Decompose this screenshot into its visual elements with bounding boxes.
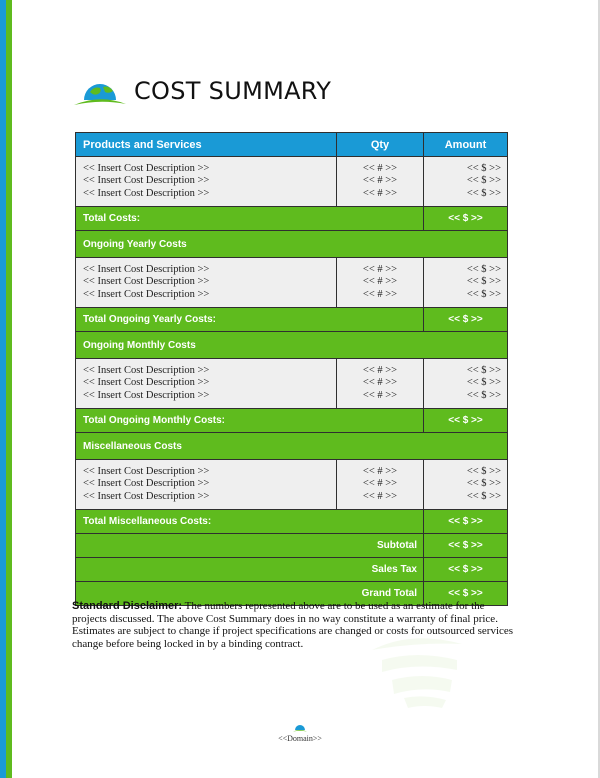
- total-misc-label: Total Miscellaneous Costs:: [76, 510, 424, 534]
- disclaimer-text: The numbers represented above are to be used as an estimate for the projects discussed. The above Cost Summary does in no way constitute a warranty of final price. Estimates are subject to change if project specifications are changed or costs for outsourced services change before being locked in by a binding contract.: [72, 600, 514, 650]
- total-monthly-label: Total Ongoing Monthly Costs:: [76, 409, 424, 433]
- subtotal-label: Subtotal: [76, 534, 424, 558]
- item-quantities: [337, 359, 424, 409]
- item-amount: << $ >>: [466, 187, 501, 199]
- item-amounts: [424, 157, 508, 207]
- header-qty: Qty: [337, 133, 424, 157]
- table-row: [76, 359, 508, 409]
- item-description: << Insert Cost Description >>: [83, 187, 210, 199]
- total-misc-row: [76, 510, 508, 534]
- item-qty: << # >>: [362, 187, 398, 199]
- sales-tax-label: Sales Tax: [76, 558, 424, 582]
- item-description: << Insert Cost Description >>: [83, 162, 210, 174]
- item-qty: << # >>: [362, 288, 398, 300]
- item-qty: << # >>: [362, 478, 398, 490]
- item-qty: << # >>: [362, 377, 398, 389]
- section-monthly-label: Ongoing Monthly Costs: [76, 332, 508, 359]
- item-description: << Insert Cost Description >>: [83, 389, 210, 401]
- subtotal-value: << $ >>: [424, 534, 508, 558]
- item-quantities: [337, 460, 424, 510]
- item-amount: << $ >>: [466, 389, 501, 401]
- footer-globe-icon: [293, 722, 307, 732]
- sales-tax-row: [76, 558, 508, 582]
- total-monthly-row: [76, 409, 508, 433]
- item-amount: << $ >>: [466, 478, 501, 490]
- page-header: [72, 74, 331, 108]
- item-description: << Insert Cost Description >>: [83, 276, 210, 288]
- table-row: [76, 258, 508, 308]
- total-yearly-value: << $ >>: [424, 308, 508, 332]
- item-description: << Insert Cost Description >>: [83, 465, 210, 477]
- item-qty: << # >>: [362, 364, 398, 376]
- total-yearly-row: [76, 308, 508, 332]
- item-quantities: [337, 157, 424, 207]
- table-row: [76, 157, 508, 207]
- section-monthly-row: [76, 332, 508, 359]
- table-row: [76, 460, 508, 510]
- item-amount: << $ >>: [466, 465, 501, 477]
- item-amounts: [424, 460, 508, 510]
- page-footer: [0, 722, 600, 743]
- item-description: << Insert Cost Description >>: [83, 263, 210, 275]
- section-yearly-label: Ongoing Yearly Costs: [76, 231, 508, 258]
- sales-tax-value: << $ >>: [424, 558, 508, 582]
- total-costs-label: Total Costs:: [76, 207, 424, 231]
- section-misc-row: [76, 433, 508, 460]
- item-description: << Insert Cost Description >>: [83, 490, 210, 502]
- item-description: << Insert Cost Description >>: [83, 288, 210, 300]
- item-descriptions: [76, 157, 337, 207]
- section-misc-label: Miscellaneous Costs: [76, 433, 508, 460]
- item-descriptions: [76, 460, 337, 510]
- cost-summary-table: [75, 132, 508, 606]
- item-description: << Insert Cost Description >>: [83, 175, 210, 187]
- item-qty: << # >>: [362, 175, 398, 187]
- item-amount: << $ >>: [466, 162, 501, 174]
- header-products: Products and Services: [76, 133, 337, 157]
- table-header-row: [76, 133, 508, 157]
- item-description: << Insert Cost Description >>: [83, 377, 210, 389]
- subtotal-row: [76, 534, 508, 558]
- disclaimer-label: Standard Disclaimer:: [72, 600, 183, 612]
- grand-total-label: Grand Total: [76, 582, 424, 606]
- globe-logo-icon: [72, 74, 128, 108]
- item-amount: << $ >>: [466, 263, 501, 275]
- standard-disclaimer: [72, 600, 522, 650]
- item-amounts: [424, 258, 508, 308]
- item-description: << Insert Cost Description >>: [83, 364, 210, 376]
- item-qty: << # >>: [362, 389, 398, 401]
- item-descriptions: [76, 359, 337, 409]
- item-qty: << # >>: [362, 276, 398, 288]
- item-amount: << $ >>: [466, 377, 501, 389]
- item-amounts: [424, 359, 508, 409]
- left-accent-bar-green: [6, 0, 12, 778]
- item-amount: << $ >>: [466, 490, 501, 502]
- item-qty: << # >>: [362, 465, 398, 477]
- item-qty: << # >>: [362, 490, 398, 502]
- section-yearly-row: [76, 231, 508, 258]
- header-amount: Amount: [424, 133, 508, 157]
- item-descriptions: [76, 258, 337, 308]
- item-quantities: [337, 258, 424, 308]
- page-title: COST SUMMARY: [134, 77, 332, 105]
- item-amount: << $ >>: [466, 276, 501, 288]
- item-amount: << $ >>: [466, 364, 501, 376]
- total-monthly-value: << $ >>: [424, 409, 508, 433]
- total-costs-row: [76, 207, 508, 231]
- total-costs-value: << $ >>: [424, 207, 508, 231]
- grand-total-value: << $ >>: [424, 582, 508, 606]
- item-amount: << $ >>: [466, 175, 501, 187]
- item-qty: << # >>: [362, 162, 398, 174]
- total-yearly-label: Total Ongoing Yearly Costs:: [76, 308, 424, 332]
- item-qty: << # >>: [362, 263, 398, 275]
- item-description: << Insert Cost Description >>: [83, 478, 210, 490]
- total-misc-value: << $ >>: [424, 510, 508, 534]
- footer-domain: <<Domain>>: [278, 734, 322, 743]
- item-amount: << $ >>: [466, 288, 501, 300]
